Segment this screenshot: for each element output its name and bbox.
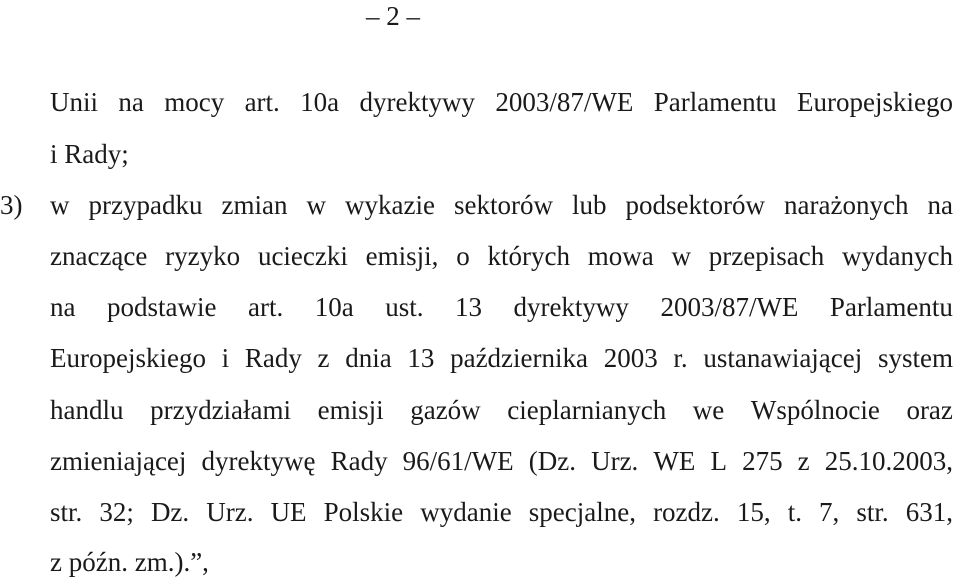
word: system xyxy=(877,343,953,373)
word: Dz. xyxy=(150,497,190,527)
word: przydziałami xyxy=(150,395,292,425)
word: specjalne, xyxy=(528,497,636,527)
word: wydanie xyxy=(420,497,512,527)
item-3-line-2 xyxy=(50,240,953,272)
word: (Dz. xyxy=(528,446,576,476)
word: 631, xyxy=(905,497,953,527)
word: mowa xyxy=(587,241,654,271)
word: na xyxy=(50,292,76,322)
word: i xyxy=(221,343,230,373)
word: 7, xyxy=(819,497,840,527)
word: lub xyxy=(571,190,607,220)
word: 13 xyxy=(454,292,482,322)
word: mocy xyxy=(164,87,225,117)
word: str. xyxy=(856,497,889,527)
word: ucieczki xyxy=(257,241,348,271)
word: przypadku xyxy=(88,190,203,220)
word: Urz. xyxy=(206,497,254,527)
word: Parlamentu xyxy=(653,87,777,117)
intro-line-1 xyxy=(50,86,953,118)
word: zmieniającej xyxy=(50,446,187,476)
word: w xyxy=(306,190,326,220)
word: sektorów xyxy=(453,190,553,220)
word: rozdz. xyxy=(653,497,720,527)
word: emisji xyxy=(317,395,384,425)
word: podsektorów xyxy=(625,190,765,220)
word: podstawie xyxy=(106,292,217,322)
word: 2003 xyxy=(603,343,658,373)
word: Rady xyxy=(244,343,302,373)
word: oraz xyxy=(906,395,953,425)
word: ryzyko xyxy=(165,241,241,271)
word: Urz. xyxy=(591,446,639,476)
word: emisji, xyxy=(365,241,439,271)
word: w xyxy=(50,190,70,220)
word: października xyxy=(450,343,589,373)
word: z xyxy=(797,446,810,476)
word: t. xyxy=(787,497,802,527)
word: dyrektywę xyxy=(201,446,316,476)
word: WE xyxy=(653,446,696,476)
intro-line-2: i Rady; xyxy=(50,139,129,169)
page-number: – 2 – xyxy=(366,1,420,31)
word: na xyxy=(118,87,144,117)
word: o xyxy=(456,241,470,271)
word: UE xyxy=(270,497,307,527)
word: których xyxy=(487,241,570,271)
word: Parlamentu xyxy=(829,292,953,322)
word: 32; xyxy=(99,497,134,527)
item-3-line-5 xyxy=(50,394,953,426)
word: L xyxy=(710,446,727,476)
word: art. xyxy=(247,292,284,322)
word: Polskie xyxy=(323,497,404,527)
word: r. xyxy=(673,343,688,373)
word: wykazie xyxy=(345,190,435,220)
word: wydanych xyxy=(842,241,953,271)
word: 25.10.2003, xyxy=(824,446,953,476)
word: dnia xyxy=(345,343,392,373)
word: 10a xyxy=(300,87,340,117)
word: 13 xyxy=(407,343,435,373)
word: 96/61/WE xyxy=(402,446,514,476)
item-number: 3) xyxy=(0,190,23,220)
word: Wspólnocie xyxy=(750,395,880,425)
word: narażonych xyxy=(784,190,909,220)
word: Europejskiego xyxy=(50,343,206,373)
word: cieplarnianych xyxy=(507,395,667,425)
item-3-line-6 xyxy=(50,445,953,477)
word: Europejskiego xyxy=(797,87,953,117)
word: str. xyxy=(50,497,83,527)
item-3-line-1 xyxy=(50,189,953,221)
word: z xyxy=(317,343,330,373)
word: 2003/87/WE xyxy=(495,87,634,117)
word: ustanawiającej xyxy=(703,343,863,373)
item-3-line-8: z późn. zm.).”, xyxy=(50,547,209,577)
word: dyrektywy xyxy=(359,87,475,117)
word: na xyxy=(927,190,953,220)
word: art. xyxy=(244,87,280,117)
word: znaczące xyxy=(50,241,148,271)
word: 10a xyxy=(314,292,354,322)
word: 15, xyxy=(736,497,771,527)
word: przepisach xyxy=(708,241,825,271)
word: dyrektywy xyxy=(513,292,629,322)
word: we xyxy=(692,395,725,425)
word: Unii xyxy=(50,87,99,117)
word: gazów xyxy=(410,395,481,425)
item-3-line-4 xyxy=(50,342,953,374)
word: zmian xyxy=(221,190,288,220)
word: 275 xyxy=(742,446,783,476)
word: 2003/87/WE xyxy=(660,292,799,322)
word: handlu xyxy=(50,395,124,425)
word: Rady xyxy=(330,446,388,476)
word: w xyxy=(671,241,692,271)
word: ust. xyxy=(385,292,424,322)
item-3-line-3 xyxy=(50,291,953,323)
item-3-line-7 xyxy=(50,496,953,528)
